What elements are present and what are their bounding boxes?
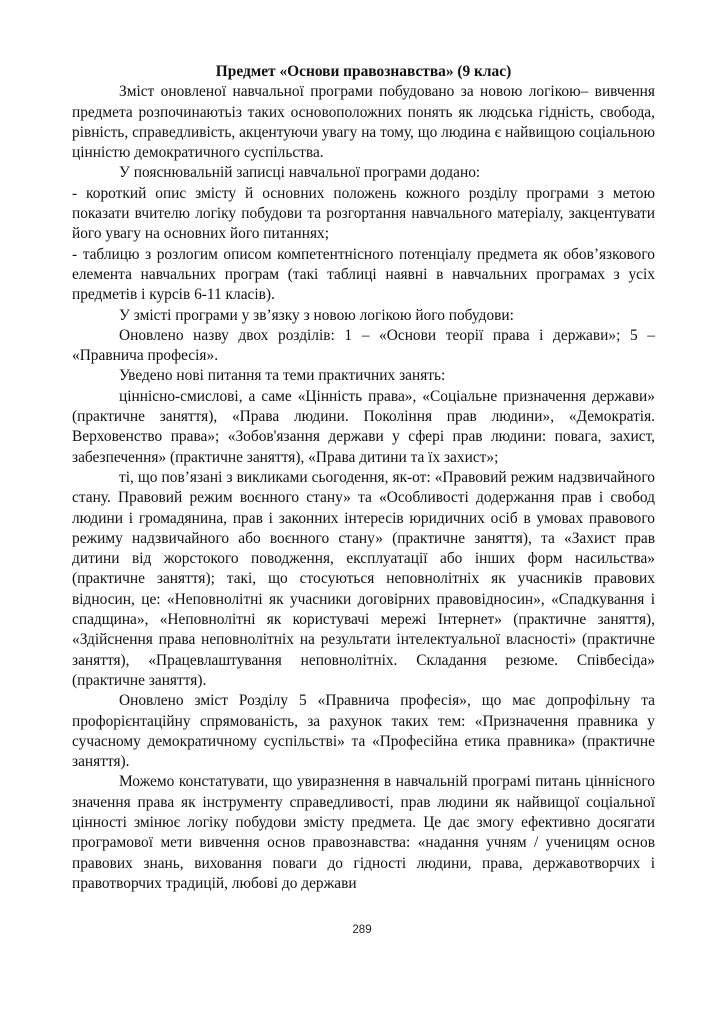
paragraph-program-content: У змісті програми у зв’язку з новою логікою його побудови: [119, 306, 514, 324]
paragraph-renamed-sections: Оновлено назву двох розділів: 1 – «Основи теорії права і держави»; 5 – «Правнича професія». [72, 326, 655, 365]
paragraph-intro: Зміст оновленої навчальної програми побудовано за новою логікою– вивчення предмета розпочинаютьіз таких основоположних понять як людська гідність, свобода, рівність, справедливість, акцентуючи увагу на тому, що людина є найвищою соціальною цінністю демократичного суспільства. [72, 83, 655, 162]
paragraph-conclusion: Можемо констатувати, що увиразнення в навчальній програмі питань ціннісного значення права як інструменту справедливості, прав людини як найвищої соціальної цінності змінює логіку побудови змісту предмета. Це дає змогу ефективно досягати програмової мети вивчення основ правознавства: «надання учням / ученицям основ правових знань, виховання поваги до гідності людини, права, державотворчих і правотворчих традицій, любові до держави [72, 773, 655, 892]
paragraph-new-topics: Уведено нові питання та теми практичних занять: [119, 367, 446, 385]
paragraph-current-challenges: ті, що пов’язані з викликами сьогодення, як-от: «Правовий режим надзвичайного стану. Правовий режим воєнного стану» та «Особливості додержання прав і свобод людини і громадянина, прав і законних інтересів юридичних осіб в умовах правового режиму надзвичайного або воєнного стану» (практичне заняття), та «Захист прав дитини від жорстокого поводження, експлуатації або інших форм насильства» (практичне заняття); такі, що стосуються неповнолітніх як учасників правових відносин, це: «Неповнолітні як учасники договірних правовідносин», «Спадкування і спадщина», «Неповнолітні як користувачі мережі Інтернет» (практичне заняття), «Здійснення права неповнолітніх на результати інтелектуальної власності» (практичне заняття), «Працевлаштування неповнолітніх. Складання резюме. Співбесіда» (практичне заняття). [72, 468, 655, 689]
paragraph-explanatory-note: У пояснювальній записці навчальної програми додано: [119, 164, 481, 182]
document-title: Предмет «Основи правознавства» (9 клас) [215, 63, 512, 80]
document-page [72, 62, 655, 894]
paragraph-section-5: Оновлено зміст Розділу 5 «Правнича професія», що має допрофільну та профорієнтаційну спрямованість, за рахунок таких тем: «Призначення правника у сучасному демократичному суспільстві» та «Професійна етика правника» (практичне заняття). [72, 692, 655, 771]
paragraph-list-item-table: - таблицю з розлогим описом компетентнісного потенціалу предмета як обов’язкового елемента навчальних програм (такі таблиці наявні в навчальних програмах з усіх предметів і курсів 6-11 класів). [72, 245, 655, 304]
paragraph-value-topics: ціннісно-смислові, а саме «Цінність права», «Соціальне призначення держави» (практичне заняття), «Права людини. Покоління прав людини», «Демократія. Верховенство права»; «Зобов'язання держави у сфері прав людини: повага, захист, забезпечення» (практичне заняття), «Права дитини та їх захист»; [72, 387, 655, 466]
paragraph-list-item-description: - короткий опис змісту й основних положень кожного розділу програми з метою показати вчителю логіку побудови та розгортання навчального матеріалу, закцентувати його увагу на основних його питаннях; [72, 184, 655, 243]
page-number: 289 [352, 924, 372, 936]
